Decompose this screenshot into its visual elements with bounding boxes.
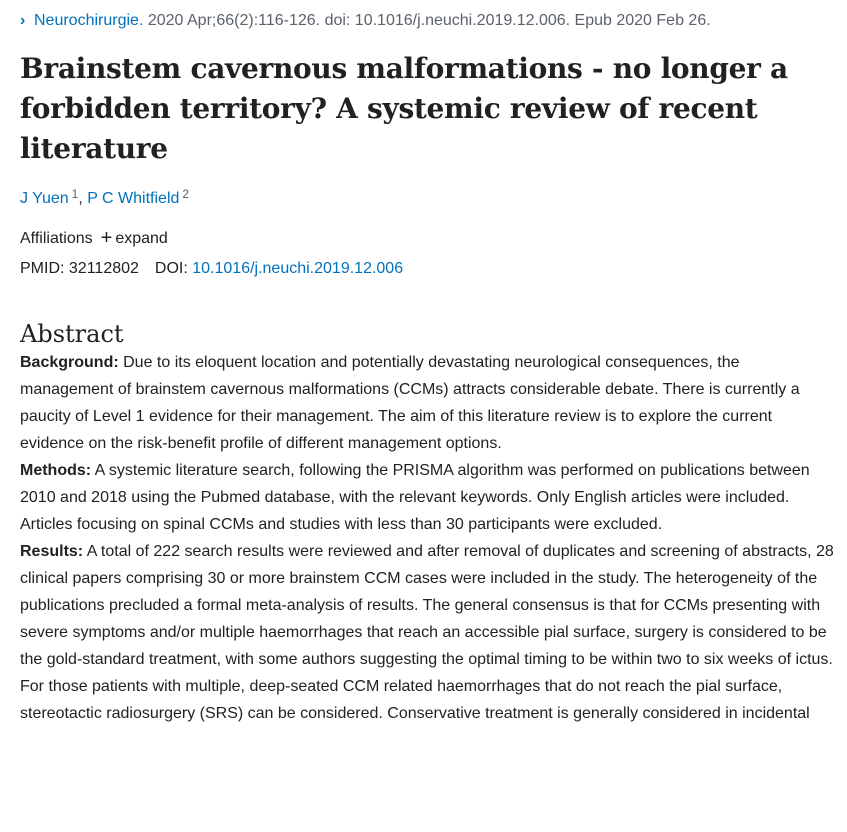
author-affiliation-ref[interactable]: 1 (71, 187, 79, 201)
abstract-results (20, 538, 835, 727)
results-text: A total of 222 search results were reviewed and after removal of duplicates and screening of abstracts, 28 clinical papers comprising 30 or more brainstem CCM cases were included in the study. The heterogeneity of the publications precluded a formal meta-analysis of results. The general consensus is that for CCMs presenting with severe symptoms and/or multiple haemorrhages that reach an accessible pial surface, surgery is considered to be the gold-standard treatment, with some authors suggesting the optimal timing to be within two to six weeks of ictus. For those patients with multiple, deep-seated CCM related haemorrhages that do not reach the pial surface, stereotactic radiosurgery (SRS) can be considered. Conservative treatment is generally considered in incidental (20, 543, 834, 722)
background-text: Due to its eloquent location and potentially devastating neurological consequences, the management of brainstem cavernous malformations (CCMs) attracts considerable debate. There is currently a paucity of Level 1 evidence for their management. The aim of this literature review is to explore the current evidence on the risk-benefit profile of different management options. (20, 354, 800, 452)
author-link-yuen[interactable]: J Yuen (20, 190, 69, 207)
background-label: Background: (20, 354, 119, 371)
journal-link[interactable]: Neurochirurgie. (34, 12, 144, 29)
article-identifiers (20, 258, 835, 280)
abstract-background (20, 349, 835, 457)
chevron-right-icon: › (20, 12, 26, 29)
article-page (20, 0, 835, 727)
expand-label: expand (115, 230, 168, 247)
author-affiliation-ref[interactable]: 2 (182, 187, 190, 201)
pmid-label: PMID: (20, 260, 65, 277)
methods-text: A systemic literature search, following the PRISMA algorithm was performed on publications between 2010 and 2018 using the Pubmed database, with the relevant keywords. Only English articles were included. Articles focusing on spinal CCMs and studies with less than 30 participants were excluded. (20, 462, 810, 533)
citation-line (20, 10, 835, 32)
methods-label: Methods: (20, 462, 92, 479)
affiliations-label: Affiliations (20, 230, 93, 247)
affiliations-toggle[interactable] (20, 228, 835, 250)
citation-details: 2020 Apr;66(2):116-126. doi: 10.1016/j.neuchi.2019.12.006. Epub 2020 Feb 26. (147, 12, 711, 29)
author-link-whitfield[interactable]: P C Whitfield (87, 190, 180, 207)
doi-link[interactable]: 10.1016/j.neuchi.2019.12.006 (192, 260, 404, 277)
results-label: Results: (20, 543, 84, 560)
pmid-value: 32112802 (68, 260, 139, 277)
doi-label: DOI: (154, 260, 188, 277)
abstract-methods (20, 457, 835, 538)
article-title: Brainstem cavernous malformations - no longer a forbidden territory? A systemic review of recent literature (20, 52, 788, 165)
plus-icon: + (100, 227, 113, 249)
abstract-heading: Abstract (20, 320, 124, 348)
author-list: J Yuen $^1$, P C Whitfield $^2$ (20, 187, 190, 207)
